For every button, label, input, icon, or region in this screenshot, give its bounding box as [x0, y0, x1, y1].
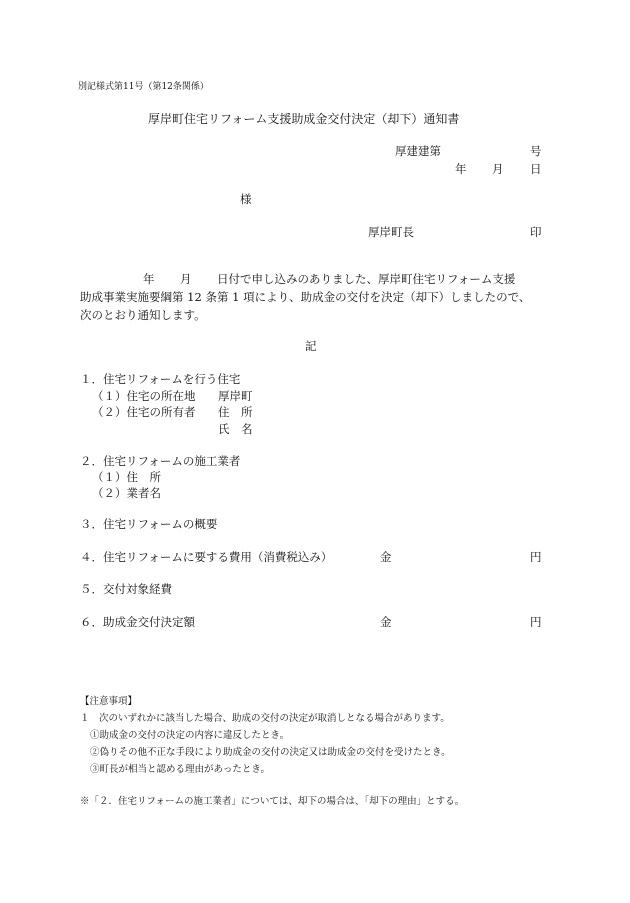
- item-1-sub1-label: （１）住宅の所在地: [92, 389, 196, 403]
- form-label: 別記様式第11号（第12条関係）: [78, 82, 209, 92]
- date-day: 日: [530, 162, 542, 176]
- body-month: 月: [180, 272, 192, 286]
- date-month: 月: [492, 162, 504, 176]
- document-title: 厚岸町住宅リフォーム支援助成金交付決定（却下）通知書: [148, 112, 460, 126]
- ki-marker: 記: [305, 339, 317, 353]
- notes-header: 【注意事項】: [80, 696, 138, 707]
- item-5-label: ５．交付対象経費: [80, 582, 172, 596]
- item-4-kin: 金: [380, 550, 392, 564]
- notes-sub-1: ①助成金の交付の決定の内容に違反したとき。: [90, 730, 290, 741]
- body-line3: 次のとおり通知します。: [80, 308, 206, 322]
- notes-footnote: ※「２．住宅リフォームの施工業者」については、却下の場合は、「却下の理由」とする。: [80, 796, 465, 807]
- body-line2: 助成事業実施要綱第 12 条第 1 項により、助成金の交付を決定（却下）しましたので、: [80, 290, 531, 304]
- date-year: 年: [455, 162, 467, 176]
- item-6-label: ６．助成金交付決定額: [80, 615, 195, 629]
- item-1-name-label: 氏 名: [218, 422, 253, 436]
- doc-number-suffix: 号: [530, 144, 542, 158]
- item-2-sub2: （２）業者名: [92, 486, 161, 500]
- recipient-honorific: 様: [240, 192, 252, 206]
- item-4-label: ４．住宅リフォームに要する費用（消費税込み）: [80, 550, 333, 564]
- item-2-label: ２．住宅リフォームの施工業者: [80, 454, 241, 468]
- item-6-yen: 円: [530, 615, 542, 629]
- notes-sub-3: ③町長が相当と認める理由があったとき。: [90, 764, 271, 775]
- item-1-sub2-label: （２）住宅の所有者: [92, 405, 196, 419]
- notes-sub-2: ②偽りその他不正な手段により助成金の交付の決定又は助成金の交付を受けたとき。: [90, 747, 451, 758]
- body-year: 年: [143, 272, 155, 286]
- item-3-label: ３．住宅リフォームの概要: [80, 517, 218, 531]
- notes-line-1: １ 次のいずれかに該当した場合、助成の交付の決定が取消しとなる場合があります。: [80, 713, 450, 724]
- sender-seal: 印: [530, 225, 542, 239]
- item-1-label: １．住宅リフォームを行う住宅: [80, 372, 241, 386]
- item-1-address-label: 住 所: [218, 405, 253, 419]
- item-4-yen: 円: [530, 550, 542, 564]
- item-6-kin: 金: [380, 615, 392, 629]
- body-line1: 日付で申し込みのありました、厚岸町住宅リフォーム支援: [217, 272, 516, 286]
- item-2-sub1: （１）住 所: [92, 470, 161, 484]
- sender-name: 厚岸町長: [368, 225, 414, 239]
- item-1-sub1-value: 厚岸町: [218, 389, 253, 403]
- doc-number-prefix: 厚建建第: [395, 144, 441, 158]
